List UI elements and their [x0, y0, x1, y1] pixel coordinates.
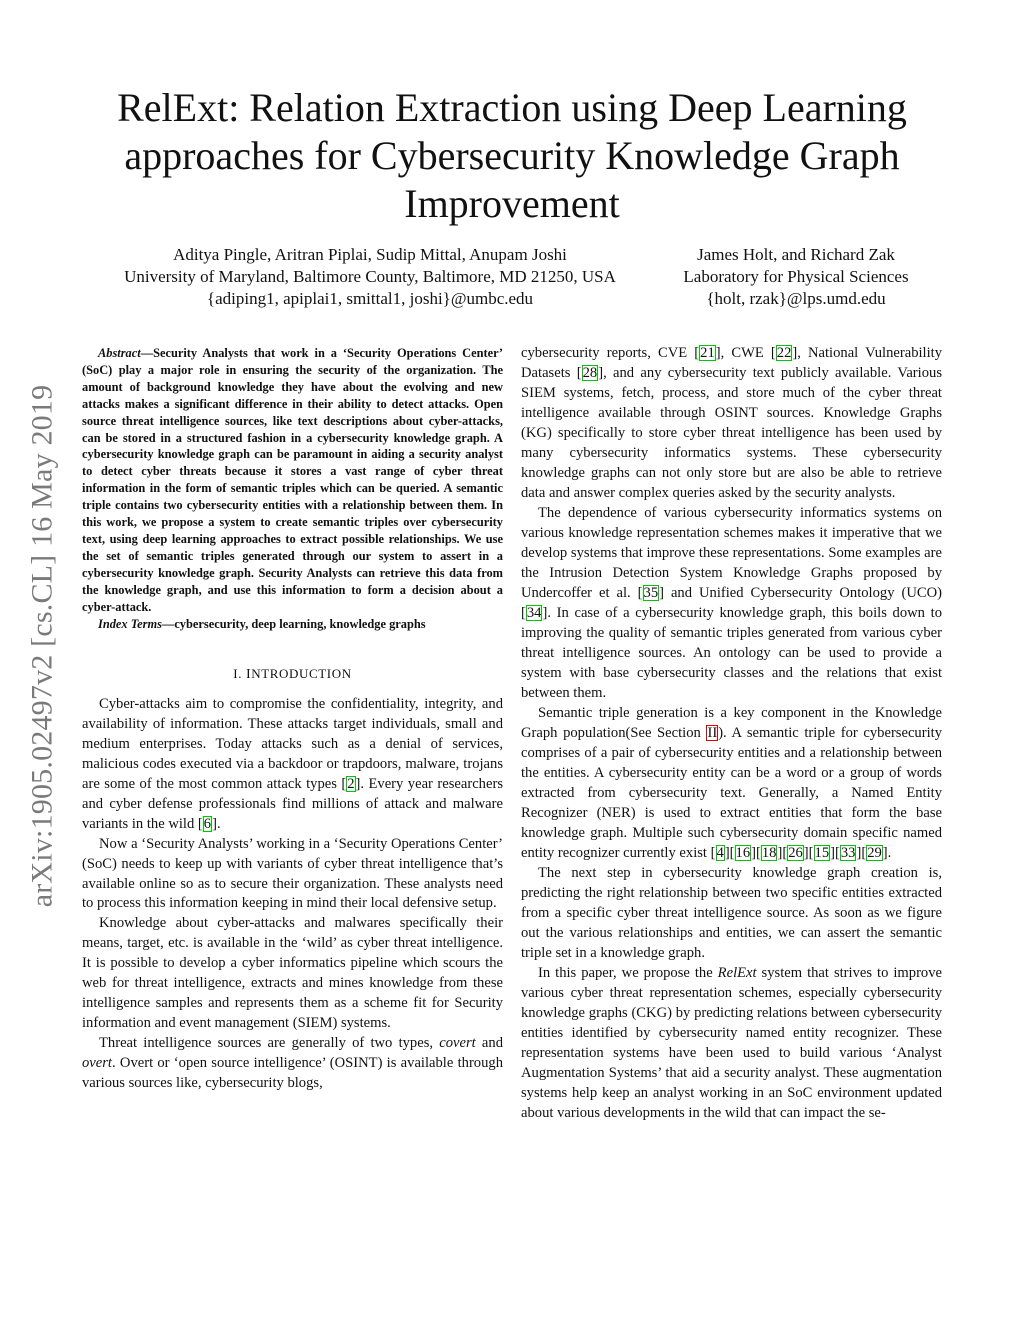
- intro-paragraph-3: Knowledge about cyber-attacks and malwares specifically their means, target, etc. is available in the ‘wild’ as cyber threat intelligence. It is possible to develop a cyber informatics pipeline which scours the web for threat intelligence, extracts and mines knowledge from these intelligence samples and represents them as a scheme fit for Security information and event management (SIEM) systems.: [82, 915, 503, 1031]
- section-heading-introduction: [82, 666, 503, 683]
- text-run: ], CWE [: [715, 345, 776, 361]
- citation-link[interactable]: 26: [788, 845, 803, 861]
- intro-paragraph-5: [521, 343, 942, 503]
- citation-link[interactable]: 28: [582, 365, 598, 381]
- text-run: ). A semantic triple for cybersecurity comprises of a pair of cybersecurity entities and a relationship between the entities. A cybersecurity entity can be a word or a group of words extracted from cybersecurity text. Generally, a Named Entity Recognizer (NER) is used to extract entities that form the base knowledge graph. Multiple such cybersecurity domain specific named entity recognizer currently exist [: [521, 725, 942, 861]
- text-run: Threat intelligence sources are generally of two types,: [99, 1034, 440, 1051]
- citation-link[interactable]: 4: [716, 845, 724, 861]
- text-run: The dependence of various cybersecurity informatics systems on various knowledge representation schemes makes it imperative that we develop systems that improve these representations. Some examples are the Intrusion Detection System Knowledge Graphs proposed by Undercoffer et al. [: [521, 505, 942, 601]
- citation-link[interactable]: 29: [867, 845, 882, 861]
- text-run: cybersecurity reports, CVE [: [521, 345, 700, 361]
- intro-paragraph-8: The next step in cybersecurity knowledge graph creation is, predicting the right relationship between two specific entities extracted from a specific cyber threat intelligence source. As soon as we figure out the various relationships and entities, we can assert the semantic triple set in a knowledge graph.: [521, 865, 942, 961]
- paper-title: RelExt: Relation Extraction using Deep Learning approaches for Cybersecurity Knowledge Graph Improvement: [117, 85, 907, 226]
- text-run: ], National Vulnerability Datasets [: [521, 345, 943, 381]
- emphasis-relext: RelExt: [717, 965, 757, 981]
- abstract: [82, 345, 503, 616]
- author-emails: {holt, rzak}@lps.umd.edu: [706, 289, 886, 308]
- author-affiliation: University of Maryland, Baltimore County, Baltimore, MD 21250, USA: [124, 267, 616, 286]
- text-run: Semantic triple generation is a key component in the Knowledge Graph population(See Section: [521, 705, 942, 741]
- text-run: ] and Unified Cybersecurity Ontology (UCO) [: [521, 585, 943, 621]
- emphasis-overt: overt: [82, 1054, 112, 1071]
- text-run: ].: [882, 845, 892, 861]
- citation-link[interactable]: 22: [776, 345, 792, 361]
- section-cap: I: [245, 667, 252, 683]
- text-run: ], and any cybersecurity text publicly available. Various SIEM systems, fetch, process, and store much of the cyber threat intelligence available through OSINT sources. Knowledge Graphs (KG) specifically to store cyber threat intelligence has been used by many cybersecurity informatics systems. These cybersecurity knowledge graphs can not only store but are also be able to retrieve data and answer complex queries asked by the security analysts.: [521, 365, 942, 501]
- author-affiliation: Laboratory for Physical Sciences: [683, 267, 909, 286]
- text-run: ].: [212, 815, 221, 832]
- intro-paragraph-2: Now a ‘Security Analysts’ working in a ‘Security Operations Center’ (SoC) needs to keep up with variants of cyber threat intelligence that’s available online so as to secure their organization. These analysts need to process this information keeping in mind their local defensive setup.: [82, 835, 503, 912]
- abstract-text: —Security Analysts that work in a ‘Security Operations Center’ (SoC) play a major role in ensuring the security of the organization. The amount of background knowledge they have about the evolving and new attacks makes a significant difference in their ability to detect attacks. Open source threat intelligence sources, like text descriptions about cyber-attacks, can be stored in a structured fashion in a cybersecurity knowledge graph. A cybersecurity knowledge graph can be paramount in aiding a security analyst to detect cyber threats because it stores a vast range of cyber threat information in the form of semantic triples which can be queried. A semantic triple contains two cybersecurity entities with a relationship between them. In this work, we propose a system to create semantic triples over cybersecurity text, using deep learning approaches to extract possible relationships. We use the set of semantic triples generated through our system to assert in a cybersecurity knowledge graph. Security Analysts can retrieve this data from the knowledge graph, and use this information to form a decision about a cyber-attack.: [82, 346, 503, 614]
- intro-paragraph-6: [521, 503, 942, 703]
- intro-paragraph-1: [82, 695, 503, 834]
- citation-link[interactable]: 2: [347, 776, 355, 793]
- citation-link[interactable]: 6: [203, 815, 212, 832]
- text-run: ]. Every year researchers and cyber defense professionals find millions of attack and malware variants in the wild [: [82, 776, 503, 832]
- text-run: In this paper, we propose the: [538, 965, 718, 981]
- index-terms-text: —cybersecurity, deep learning, knowledge graphs: [161, 616, 426, 631]
- citation-link[interactable]: 34: [526, 605, 542, 621]
- emphasis-covert: covert: [439, 1034, 476, 1051]
- text-run: Cyber-attacks aim to compromise the confidentiality, integrity, and availability of information. These attacks target individuals, small and medium enterprises. Today attacks such as a denial of services, malicious codes executed via a backdoor or trapdoors, malware, trojans are some of the most common attack types [: [82, 696, 503, 793]
- abstract-label: Abstract: [98, 346, 141, 360]
- citation-link[interactable]: 35: [643, 585, 659, 601]
- index-terms-label: Index Terms: [98, 616, 162, 631]
- author-block-lps: [660, 244, 932, 310]
- section-link[interactable]: II: [707, 725, 718, 741]
- text-run: and: [475, 1034, 503, 1051]
- intro-paragraph-9: [521, 963, 942, 1123]
- right-column: [521, 343, 942, 1123]
- author-names: Aditya Pingle, Aritran Piplai, Sudip Mittal, Anupam Joshi: [173, 245, 567, 264]
- left-column: [82, 345, 503, 1094]
- intro-paragraph-4: [82, 1034, 503, 1094]
- text-run: ]. In case of a cybersecurity knowledge graph, this boils down to improving the quality of semantic triples generated from various cyber threat intelligence sources. An ontology can be used to provide a system with base cybersecurity classes and the relations that exist between them.: [521, 605, 942, 701]
- section-numeral: I.: [233, 666, 246, 682]
- author-emails: {adiping1, apiplai1, smittal1, joshi}@umbc.edu: [206, 289, 534, 308]
- citation-link[interactable]: 18: [761, 845, 777, 861]
- citation-link[interactable]: 33: [840, 845, 856, 861]
- text-run: system that strives to improve various cyber threat representation schemes, especially cybersecurity knowledge graphs (CKG) by predicting relations between cybersecurity entities identified by cybersecurity named entity recognizer. These representation systems have been used to build various ‘Analyst Augmentation Systems’ that aid a security analyst. These augmentation systems help keep an analyst working in an SoC environment updated about various developments in the wild that can impact the se-: [521, 965, 942, 1121]
- author-names: James Holt, and Richard Zak: [697, 245, 895, 264]
- author-block-umbc: [80, 244, 660, 310]
- arxiv-stamp: [20, 348, 64, 943]
- arxiv-identifier: arXiv:1905.02497v2 [cs.CL] 16 May 2019: [25, 384, 59, 907]
- citation-link[interactable]: 21: [700, 345, 715, 361]
- intro-paragraph-7: Semantic triple generation is a key component in the Knowledge Graph population(See Section II). A semantic triple for cybersecurity comprises of a pair of cybersecurity entities and a relationship between the entities. A cybersecurity entity can be a word or a group of words extracted from cybersecurity text. Generally, a Named Entity Recognizer (NER) is used to extract entities that form the base knowledge graph. Multiple such cybersecurity domain specific named entity recognizer currently exist [4][16][18][26][15][33][29].: [521, 705, 942, 861]
- index-terms: [82, 616, 503, 633]
- citation-link[interactable]: 15: [814, 845, 830, 861]
- citation-link[interactable]: 16: [735, 845, 751, 861]
- section-rest: NTRODUCTION: [251, 666, 352, 682]
- text-run: . Overt or ‘open source intelligence’ (OSINT) is available through various sources like, cybersecurity blogs,: [82, 1054, 503, 1091]
